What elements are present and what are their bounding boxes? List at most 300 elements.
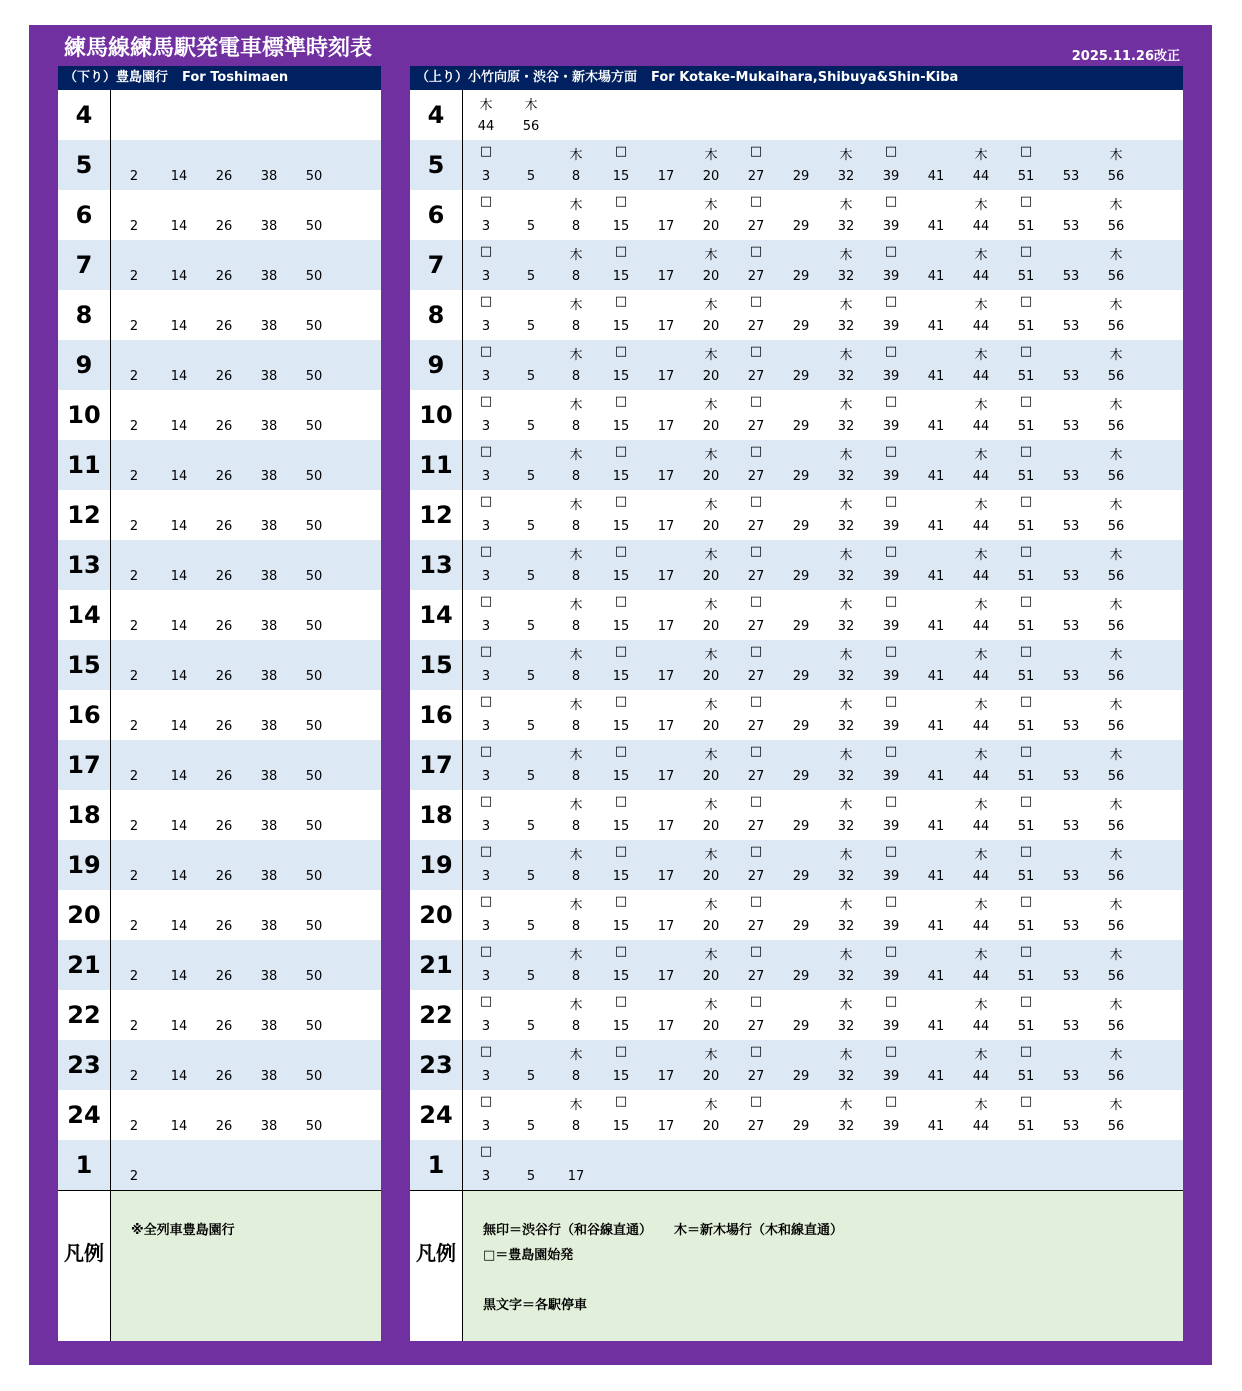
train-type-mark: 木 xyxy=(974,298,988,313)
departure-minute: 8 xyxy=(571,619,581,634)
departure-minute: 20 xyxy=(702,1119,720,1134)
hour-label: 1 xyxy=(58,1140,111,1190)
departure-minute: 17 xyxy=(657,569,675,584)
page-title: 練馬線練馬駅発電車標準時刻表 xyxy=(64,36,373,61)
departure-minute: 29 xyxy=(792,319,810,334)
departure-minute: 41 xyxy=(927,869,945,884)
departure-minute: 44 xyxy=(972,869,990,884)
departure-minute: 38 xyxy=(260,769,278,784)
departure-minute: 8 xyxy=(571,269,581,284)
departure-minute: 17 xyxy=(657,219,675,234)
departure-minute: 14 xyxy=(170,569,188,584)
departure-minute: 27 xyxy=(747,269,765,284)
up-row xyxy=(410,140,1183,190)
departure-minute: 51 xyxy=(1017,769,1035,784)
departure-minute: 5 xyxy=(526,169,536,184)
departure-minute: 2 xyxy=(129,669,139,684)
departure-minute: 41 xyxy=(927,819,945,834)
departure-minute: 3 xyxy=(481,1069,491,1084)
departure-minute: 27 xyxy=(747,869,765,884)
departure-minute: 27 xyxy=(747,319,765,334)
departure-minute: 50 xyxy=(305,319,323,334)
departure-minute: 56 xyxy=(1107,769,1125,784)
train-type-mark: 木 xyxy=(974,648,988,663)
departure-minute: 56 xyxy=(1107,669,1125,684)
train-type-mark: 木 xyxy=(974,548,988,563)
departure-minute: 8 xyxy=(571,819,581,834)
departure-minute: 14 xyxy=(170,1069,188,1084)
departure-minute: 20 xyxy=(702,1069,720,1084)
departure-minute: 29 xyxy=(792,369,810,384)
train-type-mark: 木 xyxy=(569,948,583,963)
departure-minute: 51 xyxy=(1017,669,1035,684)
departure-minute: 53 xyxy=(1062,969,1080,984)
departure-minute: 29 xyxy=(792,569,810,584)
departure-minute: 29 xyxy=(792,969,810,984)
departure-minute: 39 xyxy=(882,519,900,534)
departure-minute: 32 xyxy=(837,569,855,584)
departure-minute: 32 xyxy=(837,219,855,234)
train-type-mark: 木 xyxy=(974,348,988,363)
hour-label: 17 xyxy=(58,740,111,790)
up-row xyxy=(410,690,1183,740)
train-type-mark: □ xyxy=(749,744,763,759)
departure-minute: 41 xyxy=(927,969,945,984)
departure-minute: 17 xyxy=(657,869,675,884)
departure-minute: 32 xyxy=(837,919,855,934)
departure-minute: 27 xyxy=(747,969,765,984)
down-row xyxy=(58,490,381,540)
departure-minute: 41 xyxy=(927,319,945,334)
departure-minute: 53 xyxy=(1062,519,1080,534)
departure-minute: 14 xyxy=(170,219,188,234)
departure-minute: 5 xyxy=(526,269,536,284)
down-row xyxy=(58,740,381,790)
train-type-mark: □ xyxy=(614,994,628,1009)
departure-minute: 15 xyxy=(612,419,630,434)
train-type-mark: □ xyxy=(479,744,493,759)
train-type-mark: 木 xyxy=(1109,848,1123,863)
train-type-mark: 木 xyxy=(569,298,583,313)
train-type-mark: 木 xyxy=(974,148,988,163)
hour-label: 6 xyxy=(410,190,463,240)
train-type-mark: 木 xyxy=(704,298,718,313)
departure-minute: 3 xyxy=(481,769,491,784)
up-row xyxy=(410,440,1183,490)
train-type-mark: □ xyxy=(749,194,763,209)
hour-label: 10 xyxy=(410,390,463,440)
train-type-mark: □ xyxy=(884,394,898,409)
hour-label: 7 xyxy=(410,240,463,290)
departure-minute: 32 xyxy=(837,869,855,884)
hour-label: 12 xyxy=(410,490,463,540)
hour-label: 21 xyxy=(58,940,111,990)
departure-minute: 3 xyxy=(481,469,491,484)
train-type-mark: □ xyxy=(1019,144,1033,159)
departure-minute: 27 xyxy=(747,619,765,634)
departure-minute: 17 xyxy=(657,319,675,334)
train-type-mark: □ xyxy=(479,794,493,809)
train-type-mark: □ xyxy=(479,294,493,309)
departure-minute: 14 xyxy=(170,1119,188,1134)
departure-minute: 8 xyxy=(571,219,581,234)
train-type-mark: 木 xyxy=(839,1048,853,1063)
down-row xyxy=(58,190,381,240)
train-type-mark: □ xyxy=(884,644,898,659)
departure-minute: 3 xyxy=(481,1119,491,1134)
up-row xyxy=(410,990,1183,1040)
train-type-mark: 木 xyxy=(569,748,583,763)
up-row xyxy=(410,940,1183,990)
down-row xyxy=(58,1090,381,1140)
departure-minute: 3 xyxy=(481,919,491,934)
train-type-mark: 木 xyxy=(974,598,988,613)
train-type-mark: □ xyxy=(884,694,898,709)
train-type-mark: □ xyxy=(479,394,493,409)
train-type-mark: □ xyxy=(614,1044,628,1059)
departure-minute: 51 xyxy=(1017,719,1035,734)
train-type-mark: □ xyxy=(614,844,628,859)
departure-minute: 8 xyxy=(571,169,581,184)
departure-minute: 51 xyxy=(1017,219,1035,234)
departure-minute: 51 xyxy=(1017,919,1035,934)
train-type-mark: □ xyxy=(479,1094,493,1109)
departure-minute: 27 xyxy=(747,769,765,784)
departure-minute: 41 xyxy=(927,919,945,934)
departure-minute: 8 xyxy=(571,869,581,884)
train-type-mark: 木 xyxy=(974,248,988,263)
departure-minute: 20 xyxy=(702,269,720,284)
train-type-mark: 木 xyxy=(704,148,718,163)
departure-minute: 39 xyxy=(882,269,900,284)
departure-minute: 53 xyxy=(1062,719,1080,734)
departure-minute: 56 xyxy=(1107,369,1125,384)
departure-minute: 38 xyxy=(260,569,278,584)
departure-minute: 14 xyxy=(170,669,188,684)
departure-minute: 15 xyxy=(612,769,630,784)
train-type-mark: □ xyxy=(1019,244,1033,259)
departure-minute: 8 xyxy=(571,719,581,734)
down-row xyxy=(58,790,381,840)
departure-minute: 27 xyxy=(747,169,765,184)
train-type-mark: □ xyxy=(884,494,898,509)
departure-minute: 15 xyxy=(612,819,630,834)
departure-minute: 32 xyxy=(837,419,855,434)
hour-label: 10 xyxy=(58,390,111,440)
departure-minute: 44 xyxy=(477,119,495,134)
train-type-mark: 木 xyxy=(569,648,583,663)
departure-minute: 51 xyxy=(1017,419,1035,434)
departure-minute: 50 xyxy=(305,419,323,434)
up-timetable xyxy=(410,66,1183,1341)
departure-minute: 44 xyxy=(972,919,990,934)
departure-minute: 2 xyxy=(129,1019,139,1034)
departure-minute: 27 xyxy=(747,219,765,234)
train-type-mark: 木 xyxy=(974,398,988,413)
train-type-mark: □ xyxy=(479,1144,493,1159)
departure-minute: 14 xyxy=(170,619,188,634)
departure-minute: 50 xyxy=(305,469,323,484)
departure-minute: 17 xyxy=(657,169,675,184)
departure-minute: 29 xyxy=(792,519,810,534)
train-type-mark: 木 xyxy=(524,98,538,113)
departure-minute: 56 xyxy=(1107,469,1125,484)
departure-minute: 26 xyxy=(215,1019,233,1034)
hour-label: 17 xyxy=(410,740,463,790)
hour-label: 22 xyxy=(410,990,463,1040)
departure-minute: 15 xyxy=(612,469,630,484)
departure-minute: 39 xyxy=(882,919,900,934)
up-row xyxy=(410,1140,1183,1190)
departure-minute: 53 xyxy=(1062,619,1080,634)
train-type-mark: 木 xyxy=(704,1098,718,1113)
departure-minute: 32 xyxy=(837,969,855,984)
departure-minute: 3 xyxy=(481,169,491,184)
departure-minute: 56 xyxy=(1107,519,1125,534)
train-type-mark: 木 xyxy=(974,998,988,1013)
departure-minute: 27 xyxy=(747,1119,765,1134)
departure-minute: 50 xyxy=(305,1069,323,1084)
departure-minute: 32 xyxy=(837,619,855,634)
departure-minute: 20 xyxy=(702,219,720,234)
departure-minute: 2 xyxy=(129,619,139,634)
departure-minute: 56 xyxy=(1107,1119,1125,1134)
departure-minute: 44 xyxy=(972,619,990,634)
hour-label: 16 xyxy=(410,690,463,740)
departure-minute: 14 xyxy=(170,869,188,884)
departure-minute: 41 xyxy=(927,719,945,734)
up-legend-label: 凡例 xyxy=(410,1191,463,1341)
train-type-mark: □ xyxy=(749,1044,763,1059)
down-row xyxy=(58,840,381,890)
hour-label: 23 xyxy=(410,1040,463,1090)
departure-minute: 14 xyxy=(170,919,188,934)
departure-minute: 14 xyxy=(170,419,188,434)
departure-minute: 20 xyxy=(702,469,720,484)
departure-minute: 17 xyxy=(657,1019,675,1034)
departure-minute: 5 xyxy=(526,719,536,734)
train-type-mark: 木 xyxy=(569,248,583,263)
hour-label: 9 xyxy=(410,340,463,390)
up-header-direction: （上り）小竹向原・渋谷・新木場方面 xyxy=(416,70,638,85)
departure-minute: 53 xyxy=(1062,169,1080,184)
down-row xyxy=(58,90,381,140)
down-row xyxy=(58,640,381,690)
departure-minute: 41 xyxy=(927,169,945,184)
departure-minute: 3 xyxy=(481,969,491,984)
departure-minute: 26 xyxy=(215,1069,233,1084)
down-row xyxy=(58,240,381,290)
departure-minute: 27 xyxy=(747,1069,765,1084)
departure-minute: 2 xyxy=(129,219,139,234)
down-legend xyxy=(58,1190,381,1341)
departure-minute: 32 xyxy=(837,269,855,284)
departure-minute: 14 xyxy=(170,969,188,984)
departure-minute: 5 xyxy=(526,919,536,934)
departure-minute: 17 xyxy=(657,919,675,934)
departure-minute: 44 xyxy=(972,769,990,784)
departure-minute: 51 xyxy=(1017,819,1035,834)
down-grid xyxy=(58,90,381,1190)
train-type-mark: □ xyxy=(884,444,898,459)
departure-minute: 44 xyxy=(972,169,990,184)
hour-label: 13 xyxy=(58,540,111,590)
down-row xyxy=(58,940,381,990)
train-type-mark: □ xyxy=(749,494,763,509)
departure-minute: 15 xyxy=(612,869,630,884)
departure-minute: 32 xyxy=(837,719,855,734)
departure-minute: 39 xyxy=(882,819,900,834)
departure-minute: 2 xyxy=(129,769,139,784)
train-type-mark: □ xyxy=(479,944,493,959)
departure-minute: 15 xyxy=(612,619,630,634)
departure-minute: 50 xyxy=(305,219,323,234)
hour-label: 20 xyxy=(58,890,111,940)
departure-minute: 26 xyxy=(215,369,233,384)
departure-minute: 20 xyxy=(702,719,720,734)
departure-minute: 44 xyxy=(972,1069,990,1084)
hour-label: 8 xyxy=(410,290,463,340)
up-row xyxy=(410,490,1183,540)
train-type-mark: 木 xyxy=(839,998,853,1013)
departure-minute: 32 xyxy=(837,369,855,384)
departure-minute: 15 xyxy=(612,569,630,584)
departure-minute: 8 xyxy=(571,769,581,784)
up-legend-line-1 xyxy=(483,1219,843,1238)
train-type-mark: □ xyxy=(1019,544,1033,559)
departure-minute: 51 xyxy=(1017,269,1035,284)
up-row xyxy=(410,790,1183,840)
train-type-mark: □ xyxy=(1019,794,1033,809)
up-row xyxy=(410,240,1183,290)
departure-minute: 53 xyxy=(1062,1119,1080,1134)
departure-minute: 53 xyxy=(1062,869,1080,884)
departure-minute: 53 xyxy=(1062,569,1080,584)
train-type-mark: 木 xyxy=(704,498,718,513)
departure-minute: 5 xyxy=(526,969,536,984)
departure-minute: 38 xyxy=(260,469,278,484)
train-type-mark: □ xyxy=(884,344,898,359)
departure-minute: 39 xyxy=(882,169,900,184)
train-type-mark: □ xyxy=(1019,844,1033,859)
train-type-mark: 木 xyxy=(569,198,583,213)
train-type-mark: 木 xyxy=(974,748,988,763)
train-type-mark: 木 xyxy=(1109,598,1123,613)
train-type-mark: □ xyxy=(614,444,628,459)
departure-minute: 51 xyxy=(1017,1119,1035,1134)
departure-minute: 29 xyxy=(792,1119,810,1134)
departure-minute: 15 xyxy=(612,1069,630,1084)
departure-minute: 38 xyxy=(260,419,278,434)
up-row xyxy=(410,340,1183,390)
departure-minute: 26 xyxy=(215,769,233,784)
departure-minute: 27 xyxy=(747,469,765,484)
hour-label: 4 xyxy=(58,90,111,140)
hour-label: 13 xyxy=(410,540,463,590)
train-type-mark: 木 xyxy=(1109,448,1123,463)
departure-minute: 38 xyxy=(260,1069,278,1084)
down-row xyxy=(58,1040,381,1090)
train-type-mark: 木 xyxy=(704,348,718,363)
train-type-mark: 木 xyxy=(704,248,718,263)
departure-minute: 17 xyxy=(657,269,675,284)
departure-minute: 17 xyxy=(657,369,675,384)
hour-label: 24 xyxy=(410,1090,463,1140)
departure-minute: 26 xyxy=(215,919,233,934)
train-type-mark: 木 xyxy=(839,848,853,863)
train-type-mark: 木 xyxy=(1109,998,1123,1013)
down-row xyxy=(58,690,381,740)
departure-minute: 41 xyxy=(927,619,945,634)
departure-minute: 56 xyxy=(1107,569,1125,584)
up-row xyxy=(410,740,1183,790)
train-type-mark: 木 xyxy=(704,548,718,563)
departure-minute: 51 xyxy=(1017,519,1035,534)
train-type-mark: 木 xyxy=(1109,648,1123,663)
departure-minute: 27 xyxy=(747,719,765,734)
train-type-mark: 木 xyxy=(704,948,718,963)
departure-minute: 41 xyxy=(927,369,945,384)
up-legend-line-4: 黒文字＝各駅停車 xyxy=(483,1298,588,1313)
hour-label: 23 xyxy=(58,1040,111,1090)
hour-label: 15 xyxy=(58,640,111,690)
departure-minute: 32 xyxy=(837,769,855,784)
train-type-mark: 木 xyxy=(569,1098,583,1113)
train-type-mark: 木 xyxy=(569,598,583,613)
departure-minute: 3 xyxy=(481,1169,491,1184)
train-type-mark: □ xyxy=(884,294,898,309)
departure-minute: 53 xyxy=(1062,419,1080,434)
train-type-mark: 木 xyxy=(1109,198,1123,213)
departure-minute: 5 xyxy=(526,519,536,534)
departure-minute: 41 xyxy=(927,769,945,784)
departure-minute: 51 xyxy=(1017,319,1035,334)
train-type-mark: 木 xyxy=(704,648,718,663)
departure-minute: 51 xyxy=(1017,369,1035,384)
departure-minute: 26 xyxy=(215,869,233,884)
departure-minute: 50 xyxy=(305,669,323,684)
train-type-mark: 木 xyxy=(974,1098,988,1113)
train-type-mark: 木 xyxy=(479,98,493,113)
train-type-mark: □ xyxy=(479,644,493,659)
departure-minute: 14 xyxy=(170,469,188,484)
departure-minute: 14 xyxy=(170,319,188,334)
train-type-mark: □ xyxy=(749,394,763,409)
hour-label: 14 xyxy=(410,590,463,640)
departure-minute: 20 xyxy=(702,319,720,334)
train-type-mark: □ xyxy=(479,344,493,359)
legend-plain-mark: 無印＝渋谷行（和谷線直通） xyxy=(483,1223,653,1238)
departure-minute: 20 xyxy=(702,1019,720,1034)
departure-minute: 17 xyxy=(657,469,675,484)
train-type-mark: □ xyxy=(749,1094,763,1109)
departure-minute: 41 xyxy=(927,519,945,534)
departure-minute: 29 xyxy=(792,419,810,434)
departure-minute: 38 xyxy=(260,919,278,934)
departure-minute: 14 xyxy=(170,719,188,734)
up-header xyxy=(410,66,1183,90)
train-type-mark: □ xyxy=(884,794,898,809)
train-type-mark: □ xyxy=(1019,444,1033,459)
departure-minute: 39 xyxy=(882,1119,900,1134)
departure-minute: 29 xyxy=(792,469,810,484)
hour-label: 19 xyxy=(58,840,111,890)
departure-minute: 3 xyxy=(481,719,491,734)
departure-minute: 15 xyxy=(612,319,630,334)
train-type-mark: □ xyxy=(749,344,763,359)
down-row xyxy=(58,1140,381,1190)
hour-label: 24 xyxy=(58,1090,111,1140)
